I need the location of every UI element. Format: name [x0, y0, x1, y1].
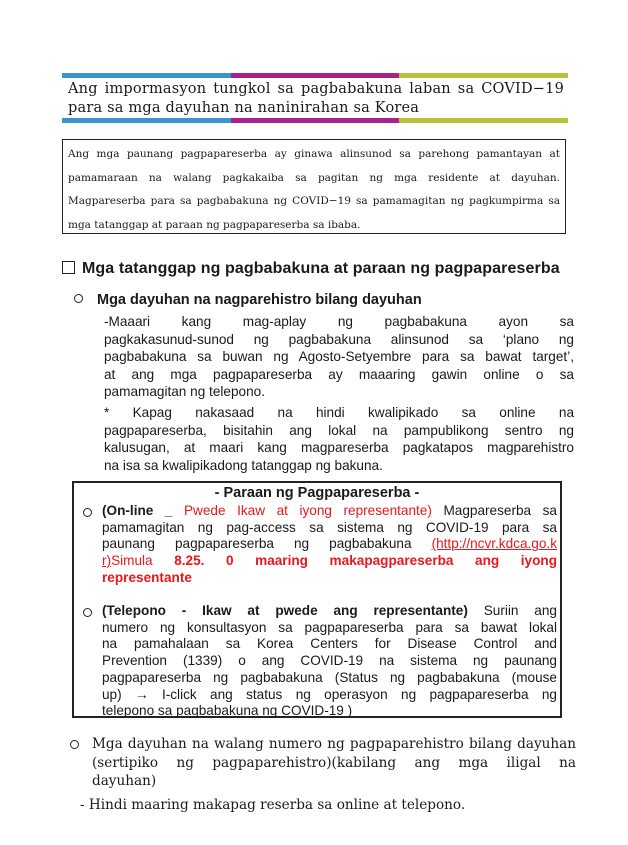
phone-line-text: telepono sa pagbabakuna ng COVID-19 ) — [102, 703, 353, 719]
paragraph-registered — [104, 313, 574, 401]
paragraph-line: pagkakasunud-sunod ng pagbabakuna alinsunod sa ‘plano ng — [104, 331, 574, 347]
circle-bullet-icon — [74, 294, 83, 303]
online-representative-text: representante — [102, 569, 192, 585]
method-title: - Paraan ng Pagpapareserba - — [214, 485, 420, 501]
notice-line: pamamaraan na walang pagkakaiba sa pagitan ng mga residente at dayuhan. — [68, 171, 560, 184]
online-date-text: 8.25. 0 maaring makapagpareserba ang iyong — [174, 553, 558, 569]
reservation-method-box — [72, 481, 562, 718]
online-line-text: pamamagitan ng pag-access sa sistema ng COVID-19 para sa — [102, 519, 557, 535]
header-top-color-bar — [62, 73, 568, 78]
paragraph-line: pagbabakuna sa buwan ng Agosto-Setyembre para sa bawat target’, — [104, 349, 574, 364]
ncvr-link-end[interactable]: r) — [102, 553, 112, 569]
phone-line-text: pagpapareserba ng pagbabakuna (Status ng pagbabakuna (mouse — [102, 669, 557, 685]
phone-label: (Telepono - Ikaw at pwede ang representante) — [102, 603, 468, 618]
section2-line: dayuhan) — [92, 773, 157, 789]
page-title — [68, 80, 564, 118]
circle-bullet-icon — [83, 608, 92, 617]
checkbox-square-icon — [62, 261, 75, 274]
online-start-text: Simula — [111, 553, 175, 569]
notice-line: Magpareserba para sa pagbabakuna ng COVID−19 sa pamamagitan ng pagkumpirma sa — [68, 195, 560, 207]
circle-bullet-icon — [83, 508, 92, 517]
section2-note: - Hindi maaring makapag reserba sa online at telepono. — [80, 797, 466, 813]
online-method — [102, 503, 557, 587]
phone-line-text: up) → I-click ang status ng operasyon ng pagpapareserba ng — [102, 686, 557, 702]
phone-line-text: numero ng konsultasyon sa pagpapareserba para sa bawat lokal — [102, 619, 557, 635]
sub-heading — [74, 292, 422, 308]
paragraph-line: na isa sa kwalipikadong tatanggap ng bakuna. — [104, 457, 383, 473]
paragraph-line: at ang mga pagpapareserba ay maaaring gawin online o sa — [104, 366, 574, 382]
phone-line-text: Prevention (1339) o ang COVID-19 na sistema ng paunang — [102, 653, 557, 669]
online-red-note: Pwede Ikaw at iyong representante) — [183, 503, 432, 518]
phone-line-text: Suriin ang — [467, 603, 557, 618]
paragraph-line: -Maaari kang mag-aplay ng pagbabakuna ayon sa — [104, 314, 574, 329]
notice-line: mga tatanggap at paraan ng pagpapareserba sa ibaba. — [68, 218, 361, 231]
phone-line-text: na pamahalaan sa Korea Centers for Disease Control and — [102, 636, 557, 652]
paragraph-note — [104, 404, 574, 474]
ncvr-link[interactable]: (http://ncvr.kdca.go.k — [431, 536, 557, 552]
online-line-text: paunang pagpapareserba ng pagbabakuna — [102, 536, 432, 552]
notice-line: Ang mga paunang pagpapareserba ay ginawa alinsunod sa parehong pamantayan at — [68, 148, 560, 160]
section-heading — [62, 260, 560, 278]
section-heading-text: Mga tatanggap ng pagbabakuna at paraan ng pagpapareserba — [82, 260, 560, 277]
sub-heading-text: Mga dayuhan na nagparehistro bilang dayuhan — [97, 292, 422, 308]
circle-bullet-icon — [70, 740, 79, 749]
paragraph-line: kalusugan, at maari kang magpareserba pagkatapos magparehistro — [104, 440, 574, 455]
title-line: Ang impormasyon tungkol sa pagbabakuna laban sa COVID−19 — [68, 81, 564, 97]
header-bottom-color-bar — [62, 118, 568, 123]
online-label: (On-line _ — [102, 503, 184, 518]
section2-line: Mga dayuhan na walang numero ng pagpaparehistro bilang dayuhan — [92, 736, 576, 752]
paragraph-line: * Kapag nakasaad na hindi kwalipikado sa online na — [104, 405, 574, 420]
phone-method — [102, 603, 557, 720]
paragraph-line: pagpapareserba, bisitahin ang lokal na pampublikong sentro ng — [104, 422, 574, 438]
section2-line: (sertipiko ng pagpaparehistro)(kabilang ang mga iligal na — [92, 754, 576, 771]
paragraph-line: pamamagitan ng telepono. — [104, 384, 265, 399]
title-line: para sa mga dayuhan na naninirahan sa Korea — [68, 100, 420, 116]
online-line-text: Magpareserba sa — [431, 503, 557, 518]
notice-box — [62, 139, 566, 234]
